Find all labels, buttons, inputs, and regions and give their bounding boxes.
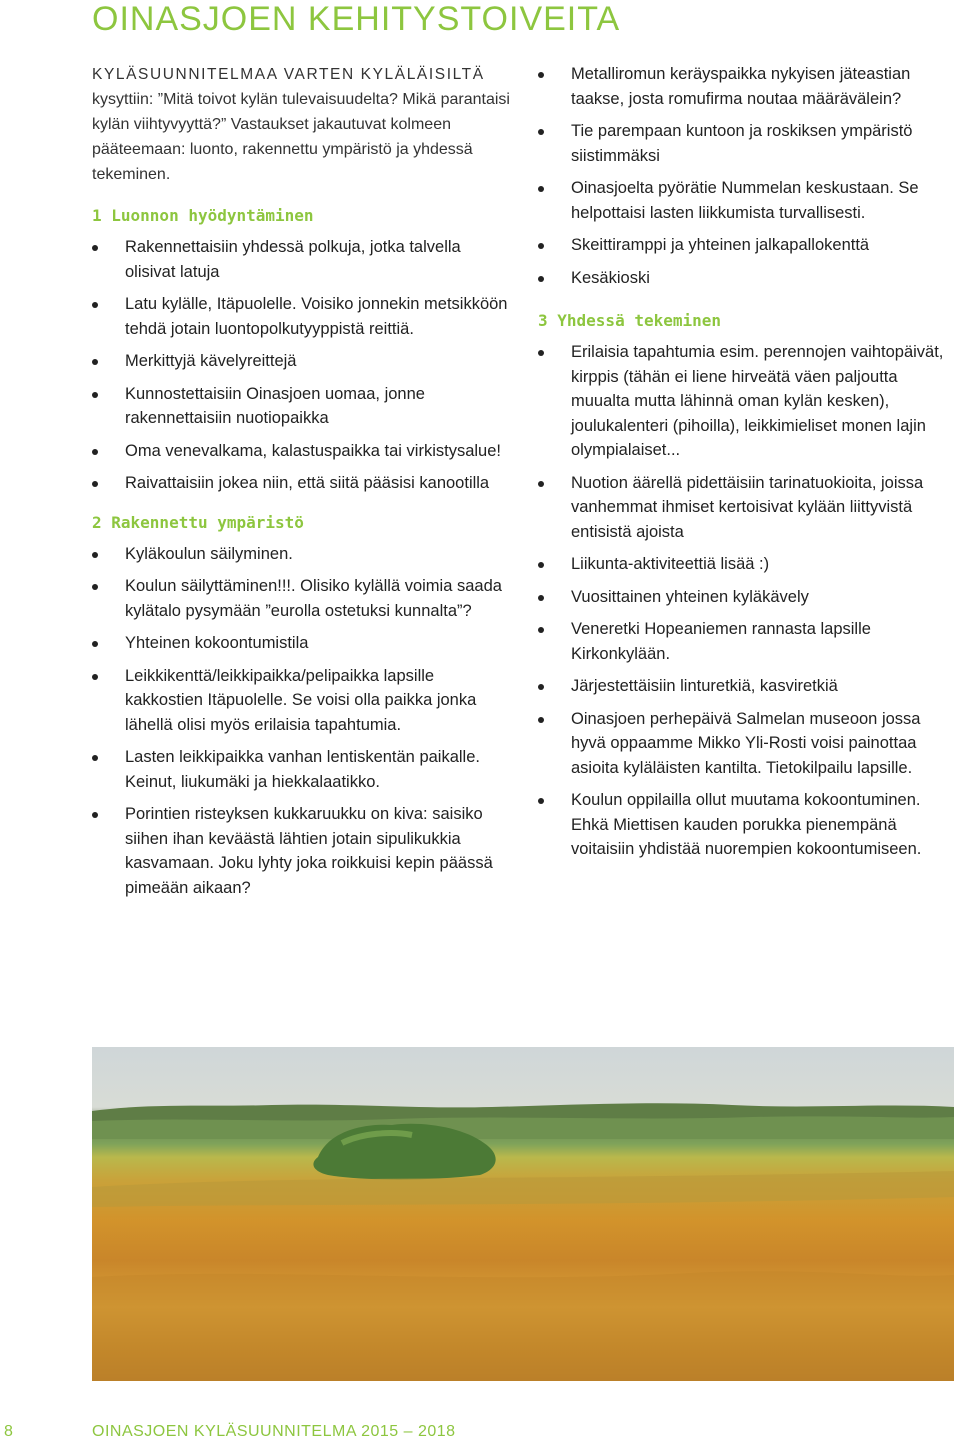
list-item: Tie parempaan kuntoon ja roskiksen ympäristö siistimmäksi — [538, 119, 958, 168]
list-item: Järjestettäisiin linturetkiä, kasviretkiä — [538, 674, 958, 699]
list-rakennettu — [92, 542, 512, 901]
list-item: Kyläkoulun säilyminen. — [92, 542, 512, 567]
list-item: Latu kylälle, Itäpuolelle. Voisiko jonnekin metsikköön tehdä jotain luontopolkutyyppistä reittiä. — [92, 292, 512, 341]
page-title: OINASJOEN KEHITYSTOIVEITA — [92, 0, 621, 38]
list-item: Oma venevalkama, kalastuspaikka tai virkistysalue! — [92, 439, 512, 464]
list-item: Porintien risteyksen kukkaruukku on kiva: saisiko siihen ihan keväästä lähtien jotain sipulikukkia kasvamaan. Joku lyhty joka roikkuisi kepin päässä pimeään aikaan? — [92, 802, 512, 900]
list-item: Koulun oppilailla ollut muutama kokoontuminen. Ehkä Miettisen kauden porukka pienempänä voitaisiin yhdistää nuorempien kokoontumiseen. — [538, 788, 958, 862]
list-item: Koulun säilyttäminen!!!. Olisiko kylällä voimia saada kylätalo pysymään ”eurolla ostetuksi kunnalta”? — [92, 574, 512, 623]
list-yhdessa — [538, 340, 958, 862]
section-heading-rakennettu: 2 Rakennettu ympäristö — [92, 512, 304, 532]
list-item: Erilaisia tapahtumia esim. perennojen vaihtopäivät, kirppis (tähän ei liene hirveätä väen paljoutta muualta mutta lähinnä oman kylän kesken), joulukalenteri (pihoilla), leikkimieliset monen lajin olympialaiset... — [538, 340, 958, 463]
list-item: Kesäkioski — [538, 266, 958, 291]
page-number: 8 — [4, 1423, 13, 1440]
list-item: Vuosittainen yhteinen kyläkävely — [538, 585, 958, 610]
list-item: Oinasjoelta pyörätie Nummelan keskustaan. Se helpottaisi lasten liikkumista turvallisesti. — [538, 176, 958, 225]
list-item: Oinasjoen perhepäivä Salmelan museoon jossa hyvä oppaamme Mikko Yli-Rosti voisi painottaa asioita kyläläisten kantilta. Tietokilpailu lapsille. — [538, 707, 958, 781]
list-item: Raivattaisiin jokea niin, että siitä pääsisi kanootilla — [92, 471, 512, 496]
list-item: Merkittyjä kävelyreittejä — [92, 349, 512, 374]
list-luonto — [92, 235, 512, 496]
right-column — [538, 62, 958, 870]
list-item: Yhteinen kokoontumistila — [92, 631, 512, 656]
list-item: Kunnostettaisiin Oinasjoen uomaa, jonne rakennettaisiin nuotiopaikka — [92, 382, 512, 431]
section-heading-luonto: 1 Luonnon hyödyntäminen — [92, 206, 314, 225]
intro-text: kysyttiin: ”Mitä toivot kylän tulevaisuudelta? Mikä parantaisi kylän viihtyvyyttä?” Vastaukset jakautuvat kolmeen pääteemaan: luonto, rakennettu ympäristö ja yhdessä tekeminen. — [92, 91, 510, 183]
list-item: Liikunta-aktiviteettiä lisää :) — [538, 552, 958, 577]
intro-caps: KYLÄSUUNNITELMAA VARTEN KYLÄLÄISILTÄ — [92, 66, 485, 83]
landscape-photo — [92, 1047, 954, 1381]
list-item: Veneretki Hopeaniemen rannasta lapsille Kirkonkylään. — [538, 617, 958, 666]
intro-paragraph — [92, 62, 512, 187]
list-item: Rakennettaisiin yhdessä polkuja, jotka talvella olisivat latuja — [92, 235, 512, 284]
list-item: Skeittiramppi ja yhteinen jalkapallokenttä — [538, 233, 958, 258]
list-item: Metalliromun keräyspaikka nykyisen jäteastian taakse, josta romufirma noutaa määrävälein? — [538, 62, 958, 111]
section-heading-yhdessa: 3 Yhdessä tekeminen — [538, 311, 722, 330]
list-rakennettu-cont — [538, 62, 958, 290]
list-item: Lasten leikkipaikka vanhan lentiskentän paikalle. Keinut, liukumäki ja hiekkalaatikko. — [92, 745, 512, 794]
left-column — [92, 62, 512, 908]
list-item: Nuotion äärellä pidettäisiin tarinatuokioita, joissa vanhemmat ihmiset kertoisivat kylään liittyvistä entisistä ajoista — [538, 471, 958, 545]
list-item: Leikkikenttä/leikkipaikka/pelipaikka lapsille kakkostien Itäpuolelle. Se voisi olla paikka jonka lähellä olisi myös erilaisia tapahtumia. — [92, 664, 512, 738]
footer-title: OINASJOEN KYLÄSUUNNITELMA 2015 – 2018 — [92, 1423, 456, 1440]
landscape-illustration — [92, 1047, 954, 1381]
